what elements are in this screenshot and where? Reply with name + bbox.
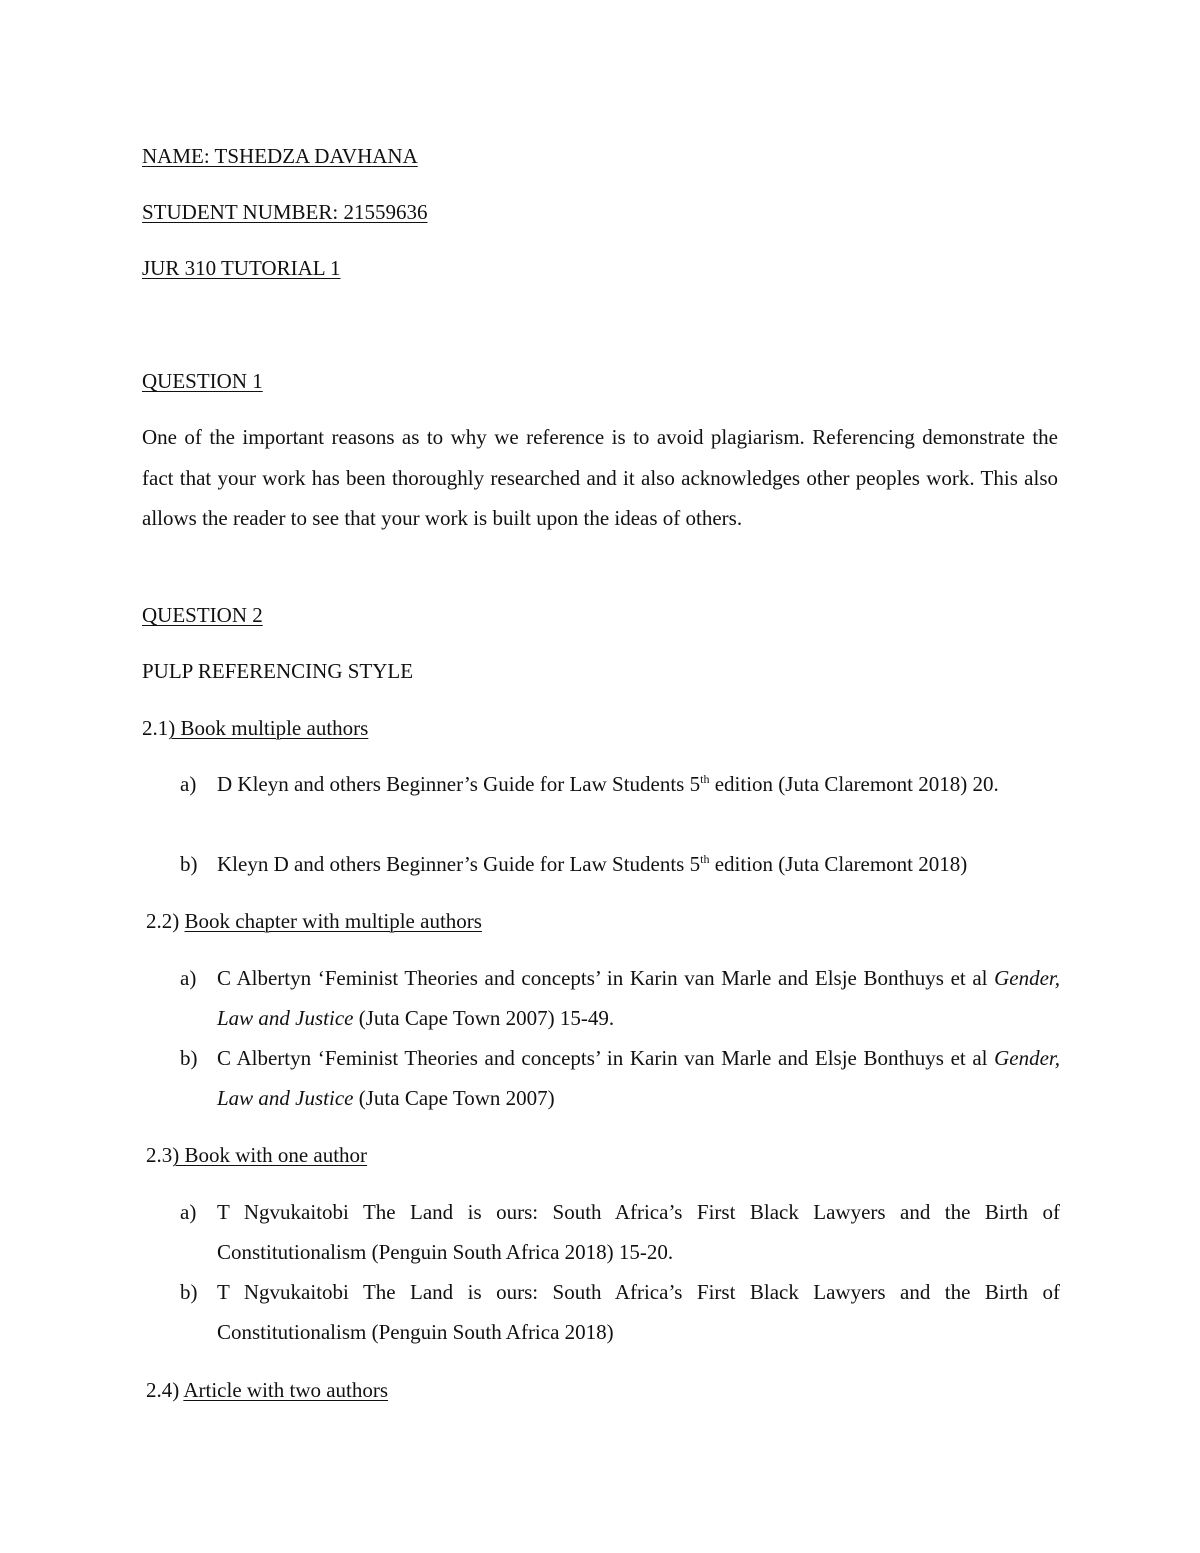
question-1-answer: One of the important reasons as to why we reference is to avoid plagiarism. Referencing demonstrate the fact that your work has been thoroughly researched and it also acknowledges other peoples work. This also allows the reader to see that your work is built upon the ideas of others.: [142, 425, 1058, 530]
superscript: th: [700, 852, 710, 866]
section-number: 2.2): [146, 909, 180, 933]
course-title: JUR 310 TUTORIAL 1: [142, 256, 341, 280]
section-title: Book chapter with multiple authors: [184, 909, 482, 933]
question-2-heading: QUESTION 2: [142, 603, 263, 627]
list-marker: a): [180, 772, 197, 796]
italic-title: Gender, Law and Justice: [217, 1046, 1060, 1110]
section-number: 2.1: [142, 716, 169, 740]
referencing-style-heading: PULP REFERENCING STYLE: [142, 659, 414, 683]
section-number: 2.3: [146, 1143, 173, 1167]
section-2-1-heading: [142, 718, 368, 739]
list-marker: a): [180, 1200, 197, 1224]
question-1-heading: QUESTION 1: [142, 369, 263, 393]
reference-text: C Albertyn ‘Feminist Theories and concepts’ in Karin van Marle and Elsje Bonthuys et al Gender, Law and Justice (Juta Cape Town 2007) 15-49.: [217, 966, 1060, 1030]
reference-item: [180, 764, 1060, 804]
reference-text: T Ngvukaitobi The Land is ours: South Africa’s First Black Lawyers and the Birth of Constitutionalism (Penguin South Africa 2018) 15-20.: [217, 1200, 1060, 1264]
reference-item: [180, 1038, 1060, 1118]
reference-text: T Ngvukaitobi The Land is ours: South Africa’s First Black Lawyers and the Birth of Constitutionalism (Penguin South Africa 2018): [217, 1280, 1060, 1344]
superscript: th: [700, 772, 710, 786]
reference-item: [180, 844, 1060, 884]
section-2-3-heading: [146, 1145, 367, 1166]
reference-text: C Albertyn ‘Feminist Theories and concepts’ in Karin van Marle and Elsje Bonthuys et al Gender, Law and Justice (Juta Cape Town 2007): [217, 1046, 1060, 1110]
reference-text: D Kleyn and others Beginner’s Guide for Law Students 5th edition (Juta Claremont 2018) 20.: [217, 772, 999, 796]
reference-item: [180, 1192, 1060, 1272]
list-marker: b): [180, 852, 198, 876]
italic-title: Gender, Law and Justice: [217, 966, 1060, 1030]
student-name: NAME: TSHEDZA DAVHANA: [142, 144, 418, 168]
reference-text: Kleyn D and others Beginner’s Guide for Law Students 5th edition (Juta Claremont 2018): [217, 852, 968, 876]
section-title: ) Book with one author: [172, 1143, 368, 1167]
list-marker: b): [180, 1280, 198, 1304]
student-number: STUDENT NUMBER: 21559636: [142, 200, 428, 224]
section-number: 2.4): [146, 1378, 180, 1402]
list-marker: b): [180, 1046, 198, 1070]
section-title: ) Book multiple authors: [168, 716, 369, 740]
section-2-4-heading: [146, 1380, 388, 1401]
list-marker: a): [180, 966, 197, 990]
section-title: Article with two authors: [183, 1378, 389, 1402]
section-2-2-heading: [146, 911, 482, 932]
reference-item: [180, 1272, 1060, 1352]
reference-item: [180, 958, 1060, 1038]
